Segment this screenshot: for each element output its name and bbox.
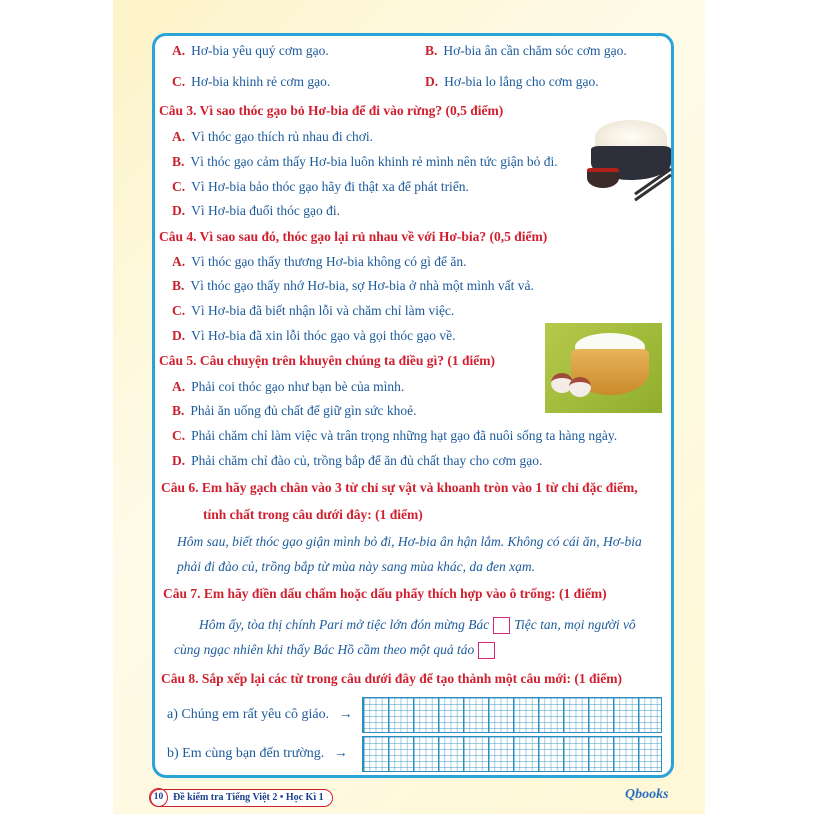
- option-text: Phải chăm chỉ đào củ, trồng bắp để ăn đủ chất thay cho cơm gạo.: [191, 453, 543, 468]
- option-letter: C.: [172, 303, 186, 318]
- option-text: Phải chăm chỉ làm việc và trân trọng những hạt gạo đã nuôi sống ta hàng ngày.: [191, 428, 618, 443]
- option-letter: B.: [172, 278, 185, 293]
- q2-option-b[interactable]: [425, 43, 627, 59]
- q6-title-line2: tính chất trong câu dưới đây: (1 điểm): [203, 507, 423, 522]
- option-text: Hơ-bia lo lắng cho cơm gạo.: [444, 74, 599, 89]
- writing-grid-a[interactable]: [362, 697, 662, 733]
- option-text: Vì Hơ-bia đã biết nhận lỗi và chăm chỉ làm việc.: [191, 303, 455, 318]
- q8-sentence: b) Em cùng bạn đến trường.: [167, 746, 325, 761]
- q5-title: Câu 5. Câu chuyện trên khuyên chúng ta điều gì? (1 điểm): [159, 353, 496, 368]
- option-text: Vì Hơ-bia đã xin lỗi thóc gạo và gọi thóc gạo về.: [191, 328, 456, 343]
- q4-option-b[interactable]: [172, 278, 534, 294]
- footer-title: Đề kiểm tra Tiếng Việt 2 • Học Kì 1: [173, 792, 324, 803]
- option-letter: D.: [425, 74, 439, 89]
- page-number: 10: [149, 788, 168, 807]
- option-letter: C.: [172, 428, 186, 443]
- q7-title: Câu 7. Em hãy điền dấu chấm hoặc dấu phẩy thích hợp vào ô trống: (1 điểm): [163, 586, 607, 601]
- q5-option-c[interactable]: [172, 428, 617, 444]
- arrow-icon: →: [338, 707, 353, 722]
- rice-basket-image: [545, 323, 662, 413]
- q7-line1: [199, 617, 636, 634]
- option-text: Vì thóc gạo cảm thấy Hơ-bia luôn khinh rẻ mình nên tức giận bỏ đi.: [190, 154, 558, 169]
- q8-item-a: [167, 707, 353, 723]
- footer-label: [150, 789, 333, 807]
- q3-option-a[interactable]: [172, 129, 373, 145]
- option-text: Hơ-bia khinh rẻ cơm gạo.: [191, 74, 331, 89]
- q6-title-line1: Câu 6. Em hãy gạch chân vào 3 từ chỉ sự vật và khoanh tròn vào 1 từ chỉ đặc điểm,: [161, 480, 638, 495]
- q5-option-b[interactable]: [172, 403, 416, 419]
- option-letter: C.: [172, 179, 186, 194]
- option-letter: D.: [172, 453, 186, 468]
- option-letter: A.: [172, 43, 186, 58]
- q3-option-d[interactable]: [172, 203, 340, 219]
- q7-text: cùng ngạc nhiên khi thấy Bác Hồ cầm theo một quả táo: [174, 642, 475, 657]
- option-letter: D.: [172, 203, 186, 218]
- q8-item-b: [167, 746, 348, 762]
- option-letter: B.: [172, 403, 185, 418]
- option-text: Vì thóc gạo thích rủ nhau đi chơi.: [191, 129, 373, 144]
- option-text: Vì Hơ-bia bảo thóc gạo hãy đi thật xa để phát triển.: [191, 179, 469, 194]
- answer-box[interactable]: [478, 642, 495, 659]
- publisher-logo: Qbooks: [625, 787, 669, 802]
- q7-text: Hôm ấy, tòa thị chính Pari mở tiệc lớn đón mừng Bác: [199, 617, 490, 632]
- q2-option-a[interactable]: [172, 43, 329, 59]
- q8-title: Câu 8. Sắp xếp lại các từ trong câu dưới đây để tạo thành một câu mới: (1 điểm): [161, 671, 623, 686]
- rice-bowl-image: [585, 120, 675, 205]
- option-letter: B.: [425, 43, 438, 58]
- option-text: Vì thóc gạo thấy nhớ Hơ-bia, sợ Hơ-bia ở nhà một mình vất vả.: [190, 278, 534, 293]
- q5-option-d[interactable]: [172, 453, 542, 469]
- q2-option-d[interactable]: [425, 74, 599, 90]
- q4-option-a[interactable]: [172, 254, 467, 270]
- q6-passage-line2: phải đi đào củ, trồng bắp từ mùa này sang mùa khác, da đen xạm.: [177, 559, 535, 574]
- q4-option-c[interactable]: [172, 303, 454, 319]
- answer-box[interactable]: [493, 617, 510, 634]
- option-text: Phải ăn uống đủ chất để giữ gìn sức khoẻ.: [190, 403, 417, 418]
- q4-title: Câu 4. Vì sao sau đó, thóc gạo lại rủ nhau về với Hơ-bia? (0,5 điểm): [159, 229, 548, 244]
- q3-option-c[interactable]: [172, 179, 469, 195]
- option-text: Vì Hơ-bia đuổi thóc gạo đi.: [191, 203, 340, 218]
- writing-grid-b[interactable]: [362, 736, 662, 772]
- option-text: Hơ-bia yêu quý cơm gạo.: [191, 43, 329, 58]
- arrow-icon: →: [333, 746, 348, 761]
- option-letter: B.: [172, 154, 185, 169]
- q5-option-a[interactable]: [172, 379, 404, 395]
- option-text: Hơ-bia ân cần chăm sóc cơm gạo.: [443, 43, 627, 58]
- option-letter: A.: [172, 129, 186, 144]
- q3-option-b[interactable]: [172, 154, 558, 170]
- q6-passage-line1: Hôm sau, biết thóc gạo giận mình bỏ đi, Hơ-bia ân hận lắm. Không có cái ăn, Hơ-bia: [177, 534, 642, 549]
- option-text: Phải coi thóc gạo như bạn bè của mình.: [191, 379, 405, 394]
- option-letter: A.: [172, 379, 186, 394]
- q4-option-d[interactable]: [172, 328, 455, 344]
- q8-sentence: a) Chúng em rất yêu cô giáo.: [167, 707, 330, 722]
- option-text: Vì thóc gạo thấy thương Hơ-bia không có gì để ăn.: [191, 254, 467, 269]
- option-letter: D.: [172, 328, 186, 343]
- q3-title: Câu 3. Vì sao thóc gạo bỏ Hơ-bia để đi vào rừng? (0,5 điểm): [159, 103, 504, 118]
- option-letter: C.: [172, 74, 186, 89]
- q7-line2: [174, 642, 499, 659]
- option-letter: A.: [172, 254, 186, 269]
- q2-option-c[interactable]: [172, 74, 330, 90]
- q7-text: Tiệc tan, mọi người vô: [514, 617, 636, 632]
